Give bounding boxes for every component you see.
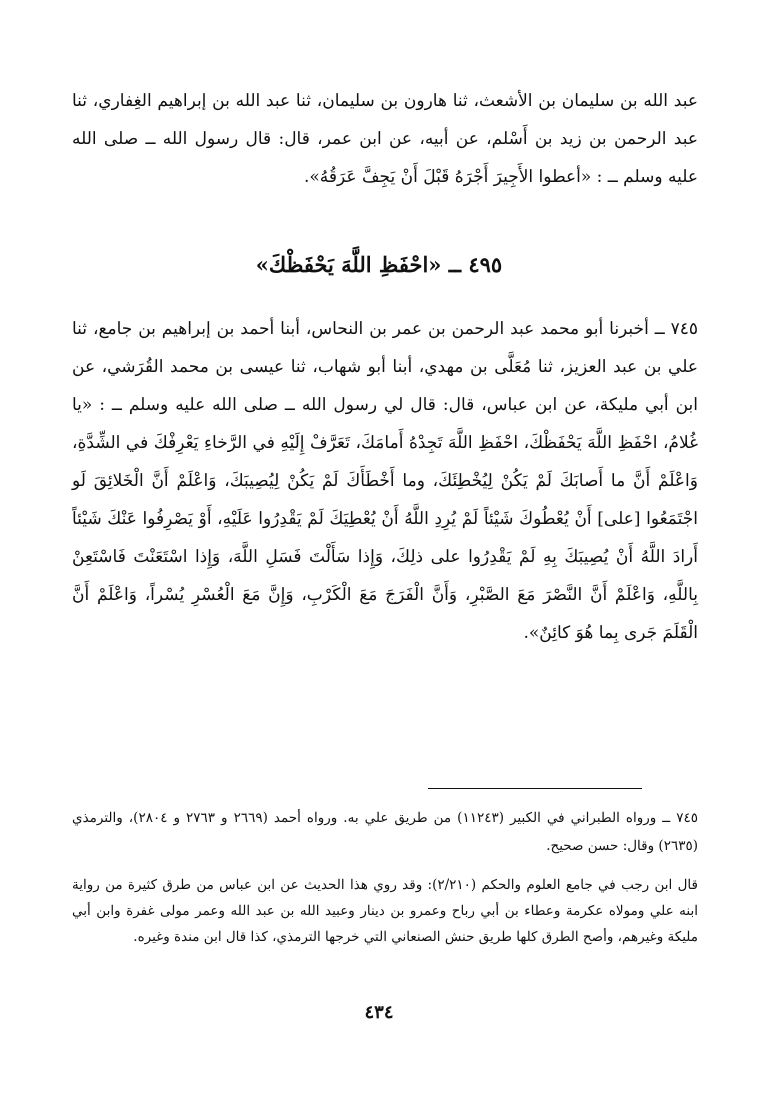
page-number: ٤٣٤ <box>364 1002 394 1023</box>
body-paragraph-2: ٧٤٥ ــ أخبرنا أبو محمد عبد الرحمن بن عمر بن النحاس، أبنا أحمد بن إبراهيم بن جامع، ثنا علي بن عبد العزيز، ثنا مُعَلَّى بن مهدي، أبنا أبو شهاب، ثنا عيسى بن محمد القُرَشي، عن ابن أبي مليكة، عن ابن عباس، قال: قال لي رسول الله ــ صلى الله عليه وسلم ــ : «يا غُلامُ، احْفَظِ اللَّهَ يَحْفَظْكَ، احْفَظِ اللَّهَ تَجِدْهُ أَمامَكَ، تَعَرَّفْ إِلَيْهِ في الرَّخاءِ يَعْرِفْكَ في الشِّدَّةِ، وَاعْلَمْ أَنَّ ما أَصابَكَ لَمْ يَكُنْ لِيُخْطِئَكَ، وما أَخْطَأَكَ لَمْ يَكُنْ لِيُصِيبَكَ، وَاعْلَمْ أَنَّ الْخَلائِقَ لَو اجْتَمَعُوا [على] أَنْ يُعْطُوكَ شَيْئاً لَمْ يُرِدِ اللَّهُ أَنْ يُعْطِيَكَ لَمْ يَقْدِرُوا عَلَيْهِ، أَوْ يَصْرِفُوا عَنْكَ شَيْئاً أَرادَ اللَّهُ أَنْ يُصِيبَكَ بِهِ لَمْ يَقْدِرُوا على ذلِكَ، وَإِذا سَأَلْتَ فَسَلِ اللَّهَ، وَإِذا اسْتَعَنْتَ فَاسْتَعِنْ بِاللَّهِ، وَاعْلَمْ أَنَّ النَّصْرَ مَعَ الصَّبْرِ، وَأَنَّ الْفَرَجَ مَعَ الْكَرْبِ، وَإِنَّ مَعَ الْعُسْرِ يُسْراً، وَاعْلَمْ أَنَّ الْقَلَمَ جَرى بِما هُوَ كائِنٌ». <box>72 319 698 643</box>
section-heading: ٤٩٥ ــ «احْفَظِ اللَّهَ يَحْفَظْكَ» <box>255 252 503 277</box>
footnote-1: ٧٤٥ ــ ورواه الطبراني في الكبير (١١٢٤٣) من طريق علي به. ورواه أحمد (٢٦٦٩ و ٢٧٦٣ و ٢٨٠٤)، والترمذي (٢٦٣٥) وقال: حسن صحيح. <box>72 810 698 854</box>
body-paragraph-1: عبد الله بن سليمان بن الأشعث، ثنا هارون بن سليمان، ثنا عبد الله بن إبراهيم الغِفاري، ثنا عبد الرحمن بن زيد بن أَسْلم، عن أبيه، عن ابن عمر، قال: قال رسول الله ــ صلى الله عليه وسلم ــ : «أعطوا الأَجِيرَ أَجْرَهُ قَبْلَ أَنْ يَجِفَّ عَرَقُهُ». <box>72 91 698 187</box>
footnote-separator <box>428 788 642 789</box>
footnote-2: قال ابن رجب في جامع العلوم والحكم (٢/٢١٠): وقد روي هذا الحديث عن ابن عباس من طرق كثيرة من رواية ابنه علي ومولاه عكرمة وعطاء بن أبي رباح وعمرو بن دينار وعبيد الله بن عبد الله وعمر مولى غفرة وابن أبي مليكة وغيرهم، وأصح الطرق كلها طريق حنش الصنعاني التي خرجها الترمذي، كذا قال ابن مندة وغيره. <box>72 877 699 945</box>
